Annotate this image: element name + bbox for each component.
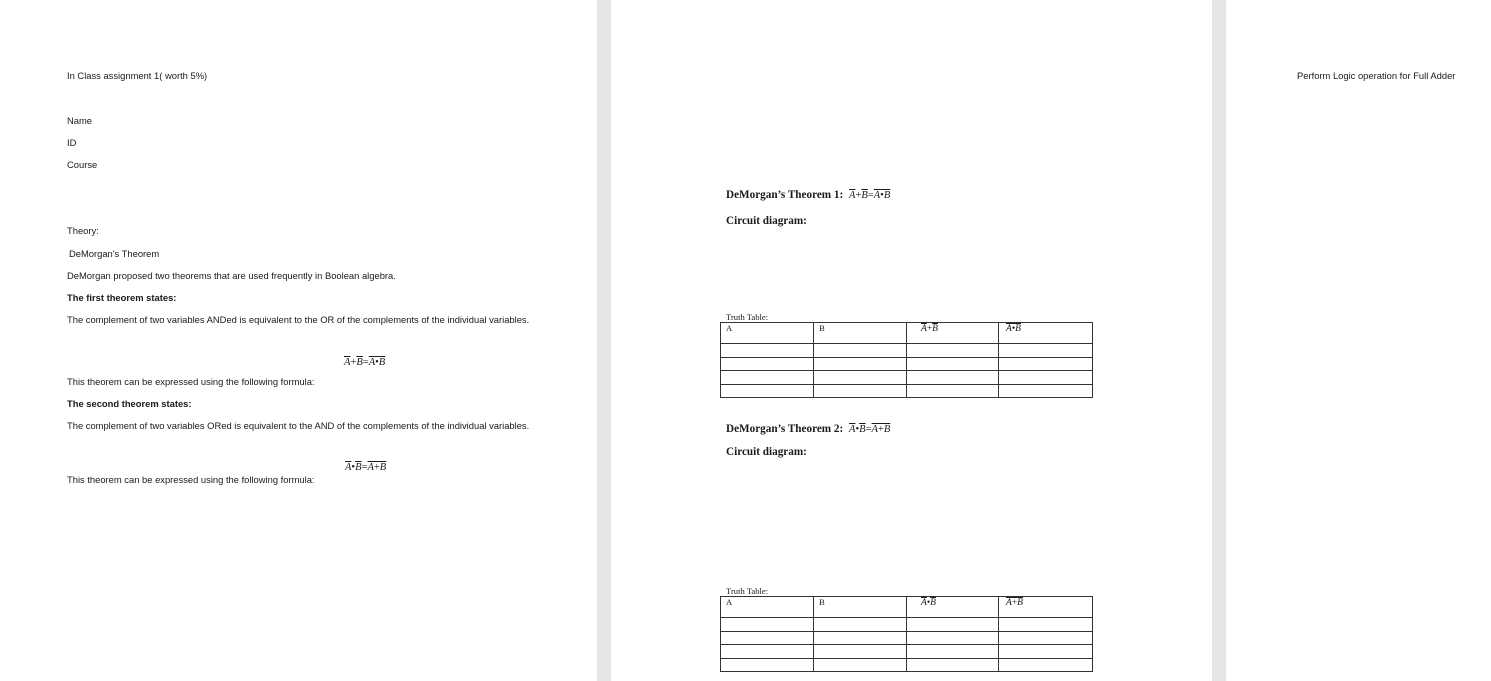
name-label: Name [67, 115, 93, 126]
course-label: Course [67, 159, 98, 170]
column-header-a: A [721, 323, 814, 344]
table-row[interactable] [721, 371, 1093, 385]
theorem2-circuit-label: Circuit diagram: [726, 446, 807, 458]
topic-title: DeMorgan's Theorem [69, 248, 160, 259]
document-page-2[interactable] [611, 0, 1212, 681]
first-formula-note: This theorem can be expressed using the following formula: [67, 376, 315, 387]
first-theorem-heading: The first theorem states: [67, 292, 177, 303]
table-header-row [721, 323, 1093, 344]
second-theorem-heading: The second theorem states: [67, 398, 192, 409]
column-header-b: B [814, 597, 907, 618]
theorem2-heading: DeMorgan’s Theorem 2: $\overline{A}•\overline{B}=A+B$ [726, 423, 891, 435]
table-header-row [721, 597, 1093, 618]
second-theorem-formula: $\overline{A}•\overline{B}=A+B$ [345, 462, 387, 473]
theory-label: Theory: [67, 225, 99, 236]
column-header-not-a-or-b: A+B [999, 597, 1093, 618]
column-header-not-a-or-not-b: $\overline{A}+\overline{B}$ [907, 323, 999, 344]
table-row[interactable] [721, 384, 1093, 398]
column-header-b: B [814, 323, 907, 344]
intro-text: DeMorgan proposed two theorems that are used frequently in Boolean algebra. [67, 270, 396, 281]
theorem2-truth-table-label: Truth Table: [726, 586, 769, 596]
table-row[interactable] [721, 645, 1093, 659]
assignment-title: In Class assignment 1( worth 5%) [67, 70, 208, 81]
table-row[interactable] [721, 618, 1093, 632]
column-header-a: A [721, 597, 814, 618]
table-row[interactable] [721, 658, 1093, 672]
theorem1-heading: DeMorgan’s Theorem 1: $\overline{A}+\overline{B}=A•B$ [726, 189, 891, 201]
theorem1-circuit-label: Circuit diagram: [726, 215, 807, 227]
document-page-1[interactable] [0, 0, 597, 681]
theorem2-truth-table[interactable] [720, 596, 1093, 672]
table-row[interactable] [721, 631, 1093, 645]
full-adder-task: Perform Logic operation for Full Adder [1297, 70, 1456, 81]
column-header-not-a-and-b: A•B [999, 323, 1093, 344]
first-theorem-formula: $\overline{A}+\overline{B}=A•B$ [344, 357, 386, 368]
table-row[interactable] [721, 357, 1093, 371]
document-page-3[interactable] [1226, 0, 1491, 681]
theorem1-truth-table[interactable] [720, 322, 1093, 398]
second-theorem-text: The complement of two variables ORed is equivalent to the AND of the complements of the individual variables. [67, 420, 530, 431]
first-theorem-text: The complement of two variables ANDed is equivalent to the OR of the complements of the individual variables. [67, 314, 530, 325]
theorem1-truth-table-label: Truth Table: [726, 312, 769, 322]
column-header-not-a-and-not-b: $\overline{A}•\overline{B}$ [907, 597, 999, 618]
second-formula-note: This theorem can be expressed using the following formula: [67, 474, 315, 485]
id-label: ID [67, 137, 77, 148]
table-row[interactable] [721, 344, 1093, 358]
